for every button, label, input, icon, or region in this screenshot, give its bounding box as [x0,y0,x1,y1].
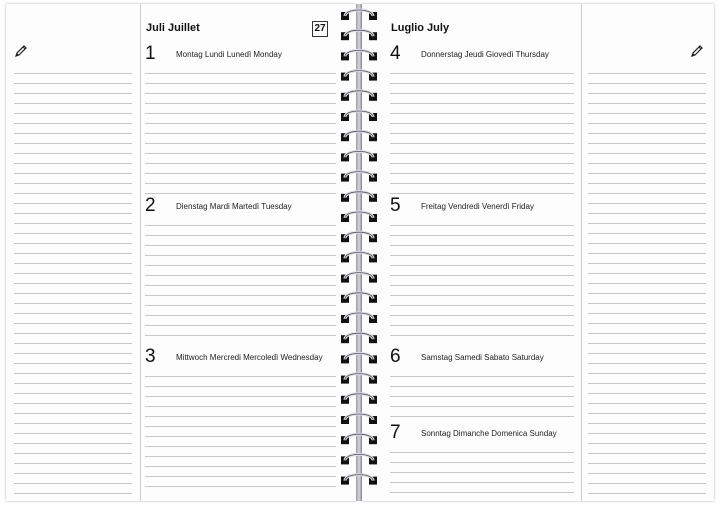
spiral-coil [341,111,377,121]
spiral-coil [341,434,377,444]
day-lines-2 [145,216,336,344]
spiral-coil [341,252,377,262]
day-name: Mittwoch Mercredi Mercoledì Wednesday [176,353,323,362]
spiral-coil [341,91,377,101]
day-name: Donnerstag Jeudi Giovedì Thursday [421,50,549,59]
month-header-right: Luglio July [391,22,450,34]
spiral-coil [341,192,377,202]
spiral-coil [341,172,377,182]
spiral-coil [341,353,377,363]
notes-column-right [581,4,714,501]
day-number: 4 [390,43,401,64]
day-name: Sonntag Dimanche Domenica Sunday [421,429,557,438]
note-lines [14,64,132,494]
spiral-coil [341,454,377,464]
spiral-coil [341,30,377,40]
day-lines-3 [145,367,336,495]
day-number: 5 [390,195,401,216]
pencil-icon [690,44,704,58]
spiral-coil [341,273,377,283]
day-entry-1[interactable] [145,43,345,64]
spiral-coil [341,414,377,424]
day-entry-5[interactable] [390,195,580,216]
week-number-badge: 27 [312,21,328,37]
day-name: Montag Lundi Lunedì Monday [176,50,282,59]
notes-column-left [6,4,141,501]
day-number: 3 [145,346,156,367]
day-lines-7 [390,443,574,495]
left-page [6,4,356,501]
spiral-coil [341,131,377,141]
spiral-coil [341,475,377,485]
month-header-left: Juli Juillet [146,22,200,34]
spiral-coil [341,313,377,323]
note-lines [588,64,706,494]
spiral-binding [338,8,380,493]
pencil-icon [14,44,28,58]
day-name: Dienstag Mardi Martedì Tuesday [176,202,292,211]
day-number: 1 [145,43,156,64]
day-lines-1 [145,64,336,194]
spiral-coil [341,50,377,60]
day-number: 2 [145,195,156,216]
spiral-coil [341,71,377,81]
day-number: 7 [390,422,401,443]
spiral-coil [341,212,377,222]
spiral-coil [341,151,377,161]
spiral-coil [341,333,377,343]
day-name: Samstag Samedi Sabato Saturday [421,353,544,362]
day-name: Freitag Vendredi Venerdì Friday [421,202,534,211]
day-entry-2[interactable] [145,195,345,216]
spiral-coil [341,10,377,20]
day-lines-4 [390,64,574,194]
spiral-coil [341,293,377,303]
day-entry-3[interactable] [145,346,345,367]
spiral-coil [341,374,377,384]
right-page [362,4,714,501]
spiral-coil [341,232,377,242]
day-lines-5 [390,216,574,344]
day-entry-4[interactable] [390,43,580,64]
day-lines-6 [390,367,574,419]
day-entry-6[interactable] [390,346,580,367]
day-number: 6 [390,346,401,367]
spiral-coil [341,394,377,404]
day-entry-7[interactable] [390,422,580,443]
